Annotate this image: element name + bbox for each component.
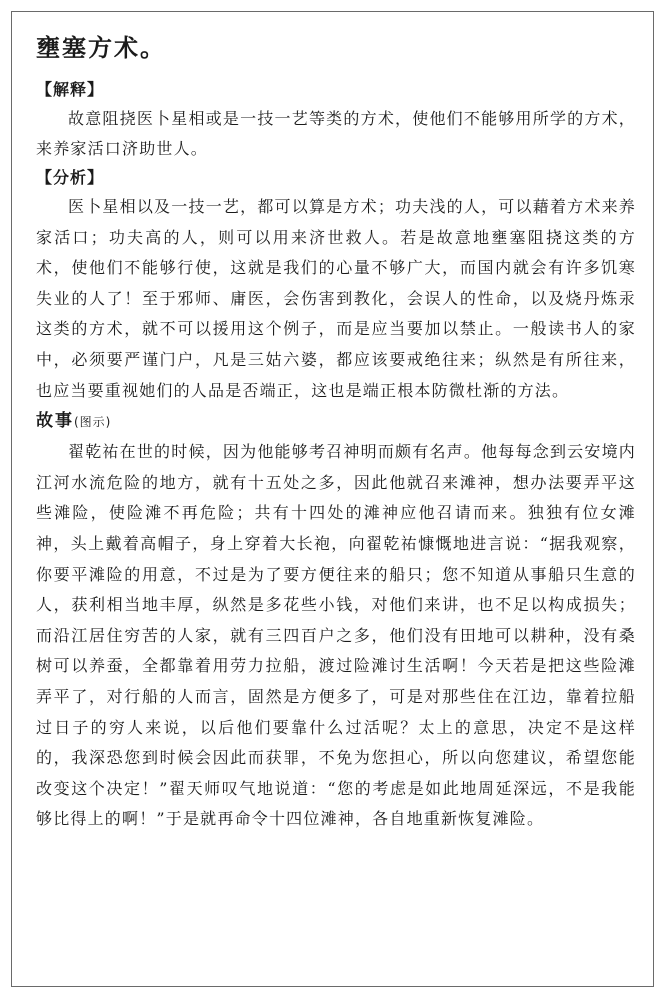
story-heading <box>36 406 636 437</box>
page-title: 壅塞方术。 <box>36 34 166 62</box>
explanation-heading: 【解释】 <box>36 80 105 99</box>
story-heading-label: 故事 <box>36 411 74 432</box>
document-body <box>36 28 636 835</box>
analysis-heading: 【分析】 <box>36 168 105 187</box>
analysis-paragraph: 医卜星相以及一技一艺，都可以算是方术；功夫浅的人，可以藉着方术来养家活口；功夫高的人，则可以用来济世救人。若是故意地壅塞阻挠这类的方术，使他们不能够行使，这就是我们的心量不够广大，而国内就会有许多饥寒失业的人了！至于邪师、庸医，会伤害到教化，会误人的性命，以及烧丹炼汞这类的方术，就不可以援用这个例子，而是应当要加以禁止。一般读书人的家中，必须要严谨门户，凡是三姑六婆，都应该要戒绝往来；纵然是有所往来，也应当要重视她们的人品是否端正，这也是端正根本防微杜渐的方法。 <box>36 197 636 400</box>
story-paragraph: 翟乾祐在世的时候，因为他能够考召神明而颇有名声。他每每念到云安境内江河水流危险的地方，就有十五处之多，因此他就召来滩神，想办法要弄平这些滩险，使险滩不再危险；共有十四处的滩神应他召请而来。独独有位女滩神，头上戴着高帽子，身上穿着大长袍，向翟乾祐慷慨地进言说：“据我观察，你要平滩险的用意，不过是为了要方便往来的船只；您不知道从事船只生意的人，获利相当地丰厚，纵然是多花些小钱，对他们来讲，也不足以构成损失；而沿江居住穷苦的人家，就有三四百户之多，他们没有田地可以耕种，没有桑树可以养蚕，全都靠着用劳力拉船，渡过险滩讨生活啊！今天若是把这些险滩弄平了，对行船的人而言，固然是方便多了，可是对那些住在江边，靠着拉船过日子的穷人来说，以后他们要靠什么过活呢？太上的意思，决定不是这样的，我深恐您到时候会因此而获罪，不免为您担心，所以向您建议，希望您能改变这个决定！”翟天师叹气地说道：“您的考虑是如此地周延深远，不是我能够比得上的啊！”于是就再命令十四位滩神，各自地重新恢复滩险。 <box>36 442 636 829</box>
explanation-paragraph: 故意阻挠医卜星相或是一技一艺等类的方术，使他们不能够用所学的方术，来养家活口济助世人。 <box>36 109 636 158</box>
story-heading-note: (图示) <box>74 415 112 430</box>
